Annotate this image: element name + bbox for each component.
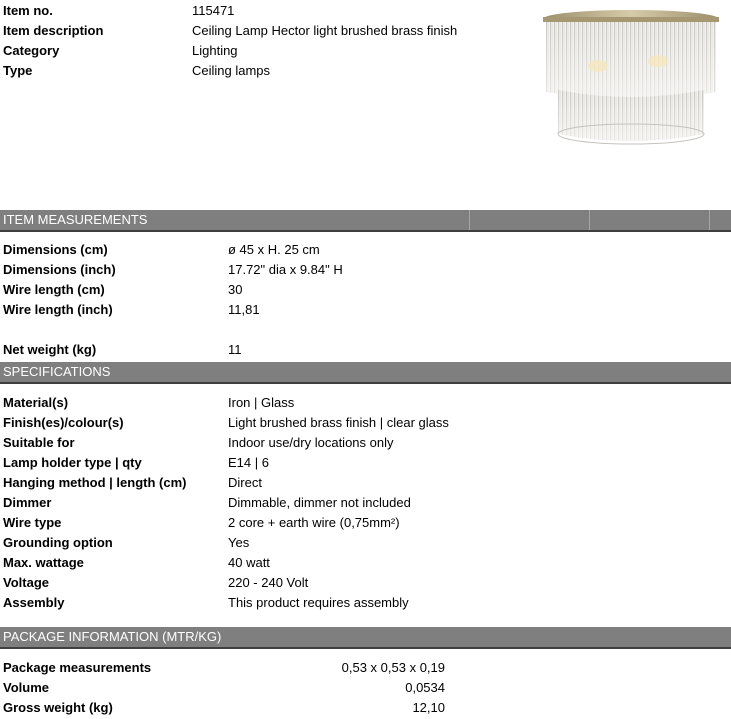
spec-row bbox=[0, 413, 731, 433]
measurements-title: ITEM MEASUREMENTS bbox=[3, 212, 148, 227]
dimensions-inch-value: 17.72" dia x 9.84" H bbox=[228, 262, 343, 277]
dimensions-cm-value: ø 45 x H. 25 cm bbox=[228, 242, 320, 257]
item-no-value: 115471 bbox=[192, 3, 235, 18]
grid-line bbox=[469, 210, 470, 230]
wire-length-cm-row bbox=[0, 280, 731, 300]
spec-row bbox=[0, 453, 731, 473]
net-weight-label: Net weight (kg) bbox=[3, 342, 97, 357]
spec-value: 2 core + earth wire (0,75mm²) bbox=[228, 515, 400, 530]
grid-line bbox=[709, 210, 710, 230]
category-value: Lighting bbox=[192, 43, 238, 58]
measurements-header bbox=[0, 210, 731, 232]
spec-label: Lamp holder type | qty bbox=[3, 455, 142, 470]
grid-line bbox=[589, 210, 590, 230]
spec-label: Grounding option bbox=[3, 535, 113, 550]
package-measurements-value: 0,53 x 0,53 x 0,19 bbox=[341, 660, 445, 675]
package-header bbox=[0, 627, 731, 649]
wire-length-inch-value: 11,81 bbox=[228, 302, 260, 317]
dimensions-inch-row bbox=[0, 260, 731, 280]
spec-row bbox=[0, 473, 731, 493]
wire-length-inch-label: Wire length (inch) bbox=[3, 302, 113, 317]
spec-label: Dimmer bbox=[3, 495, 52, 510]
volume-value: 0,0534 bbox=[405, 680, 445, 695]
spec-label: Material(s) bbox=[3, 395, 69, 410]
dimensions-cm-label: Dimensions (cm) bbox=[3, 242, 108, 257]
specifications-title: SPECIFICATIONS bbox=[3, 364, 111, 379]
spec-label: Suitable for bbox=[3, 435, 75, 450]
spec-value: E14 | 6 bbox=[228, 455, 269, 470]
spec-label: Max. wattage bbox=[3, 555, 84, 570]
spec-row bbox=[0, 553, 731, 573]
package-title: PACKAGE INFORMATION (MTR/KG) bbox=[3, 629, 222, 644]
dimensions-cm-row bbox=[0, 240, 731, 260]
spec-label: Wire type bbox=[3, 515, 62, 530]
spec-label: Hanging method | length (cm) bbox=[3, 475, 187, 490]
net-weight-value: 11 bbox=[228, 342, 242, 357]
item-description-label: Item description bbox=[3, 23, 104, 38]
spec-label: Voltage bbox=[3, 575, 49, 590]
wire-length-inch-row bbox=[0, 300, 731, 320]
spec-value: Yes bbox=[228, 535, 250, 550]
spec-value: 220 - 240 Volt bbox=[228, 575, 309, 590]
wire-length-cm-value: 30 bbox=[228, 282, 243, 297]
spec-value: Indoor use/dry locations only bbox=[228, 435, 394, 450]
gross-weight-row bbox=[0, 698, 731, 718]
spec-row bbox=[0, 573, 731, 593]
item-description-value: Ceiling Lamp Hector light brushed brass finish bbox=[192, 23, 458, 38]
spec-value: Iron | Glass bbox=[228, 395, 295, 410]
spec-row bbox=[0, 393, 731, 413]
package-measurements-label: Package measurements bbox=[3, 660, 152, 675]
category-label: Category bbox=[3, 43, 60, 58]
item-no-label: Item no. bbox=[3, 3, 53, 18]
spec-value: This product requires assembly bbox=[228, 595, 409, 610]
spec-row bbox=[0, 433, 731, 453]
spec-value: 40 watt bbox=[228, 555, 270, 570]
spec-value: Light brushed brass finish | clear glass bbox=[228, 415, 449, 430]
wire-length-cm-label: Wire length (cm) bbox=[3, 282, 105, 297]
spec-row bbox=[0, 533, 731, 553]
type-label: Type bbox=[3, 63, 33, 78]
specifications-header bbox=[0, 362, 731, 384]
spec-label: Finish(es)/colour(s) bbox=[3, 415, 124, 430]
dimensions-inch-label: Dimensions (inch) bbox=[3, 262, 116, 277]
type-value: Ceiling lamps bbox=[192, 63, 271, 78]
ceiling-lamp-photo bbox=[538, 6, 724, 152]
volume-row bbox=[0, 678, 731, 698]
spec-row bbox=[0, 593, 731, 613]
volume-label: Volume bbox=[3, 680, 49, 695]
spec-row bbox=[0, 513, 731, 533]
package-measurements-row bbox=[0, 658, 731, 678]
net-weight-row bbox=[0, 340, 731, 360]
gross-weight-value: 12,10 bbox=[412, 700, 445, 715]
spec-row bbox=[0, 493, 731, 513]
spec-value: Dimmable, dimmer not included bbox=[228, 495, 411, 510]
spec-label: Assembly bbox=[3, 595, 65, 610]
spec-value: Direct bbox=[228, 475, 262, 490]
gross-weight-label: Gross weight (kg) bbox=[3, 700, 113, 715]
